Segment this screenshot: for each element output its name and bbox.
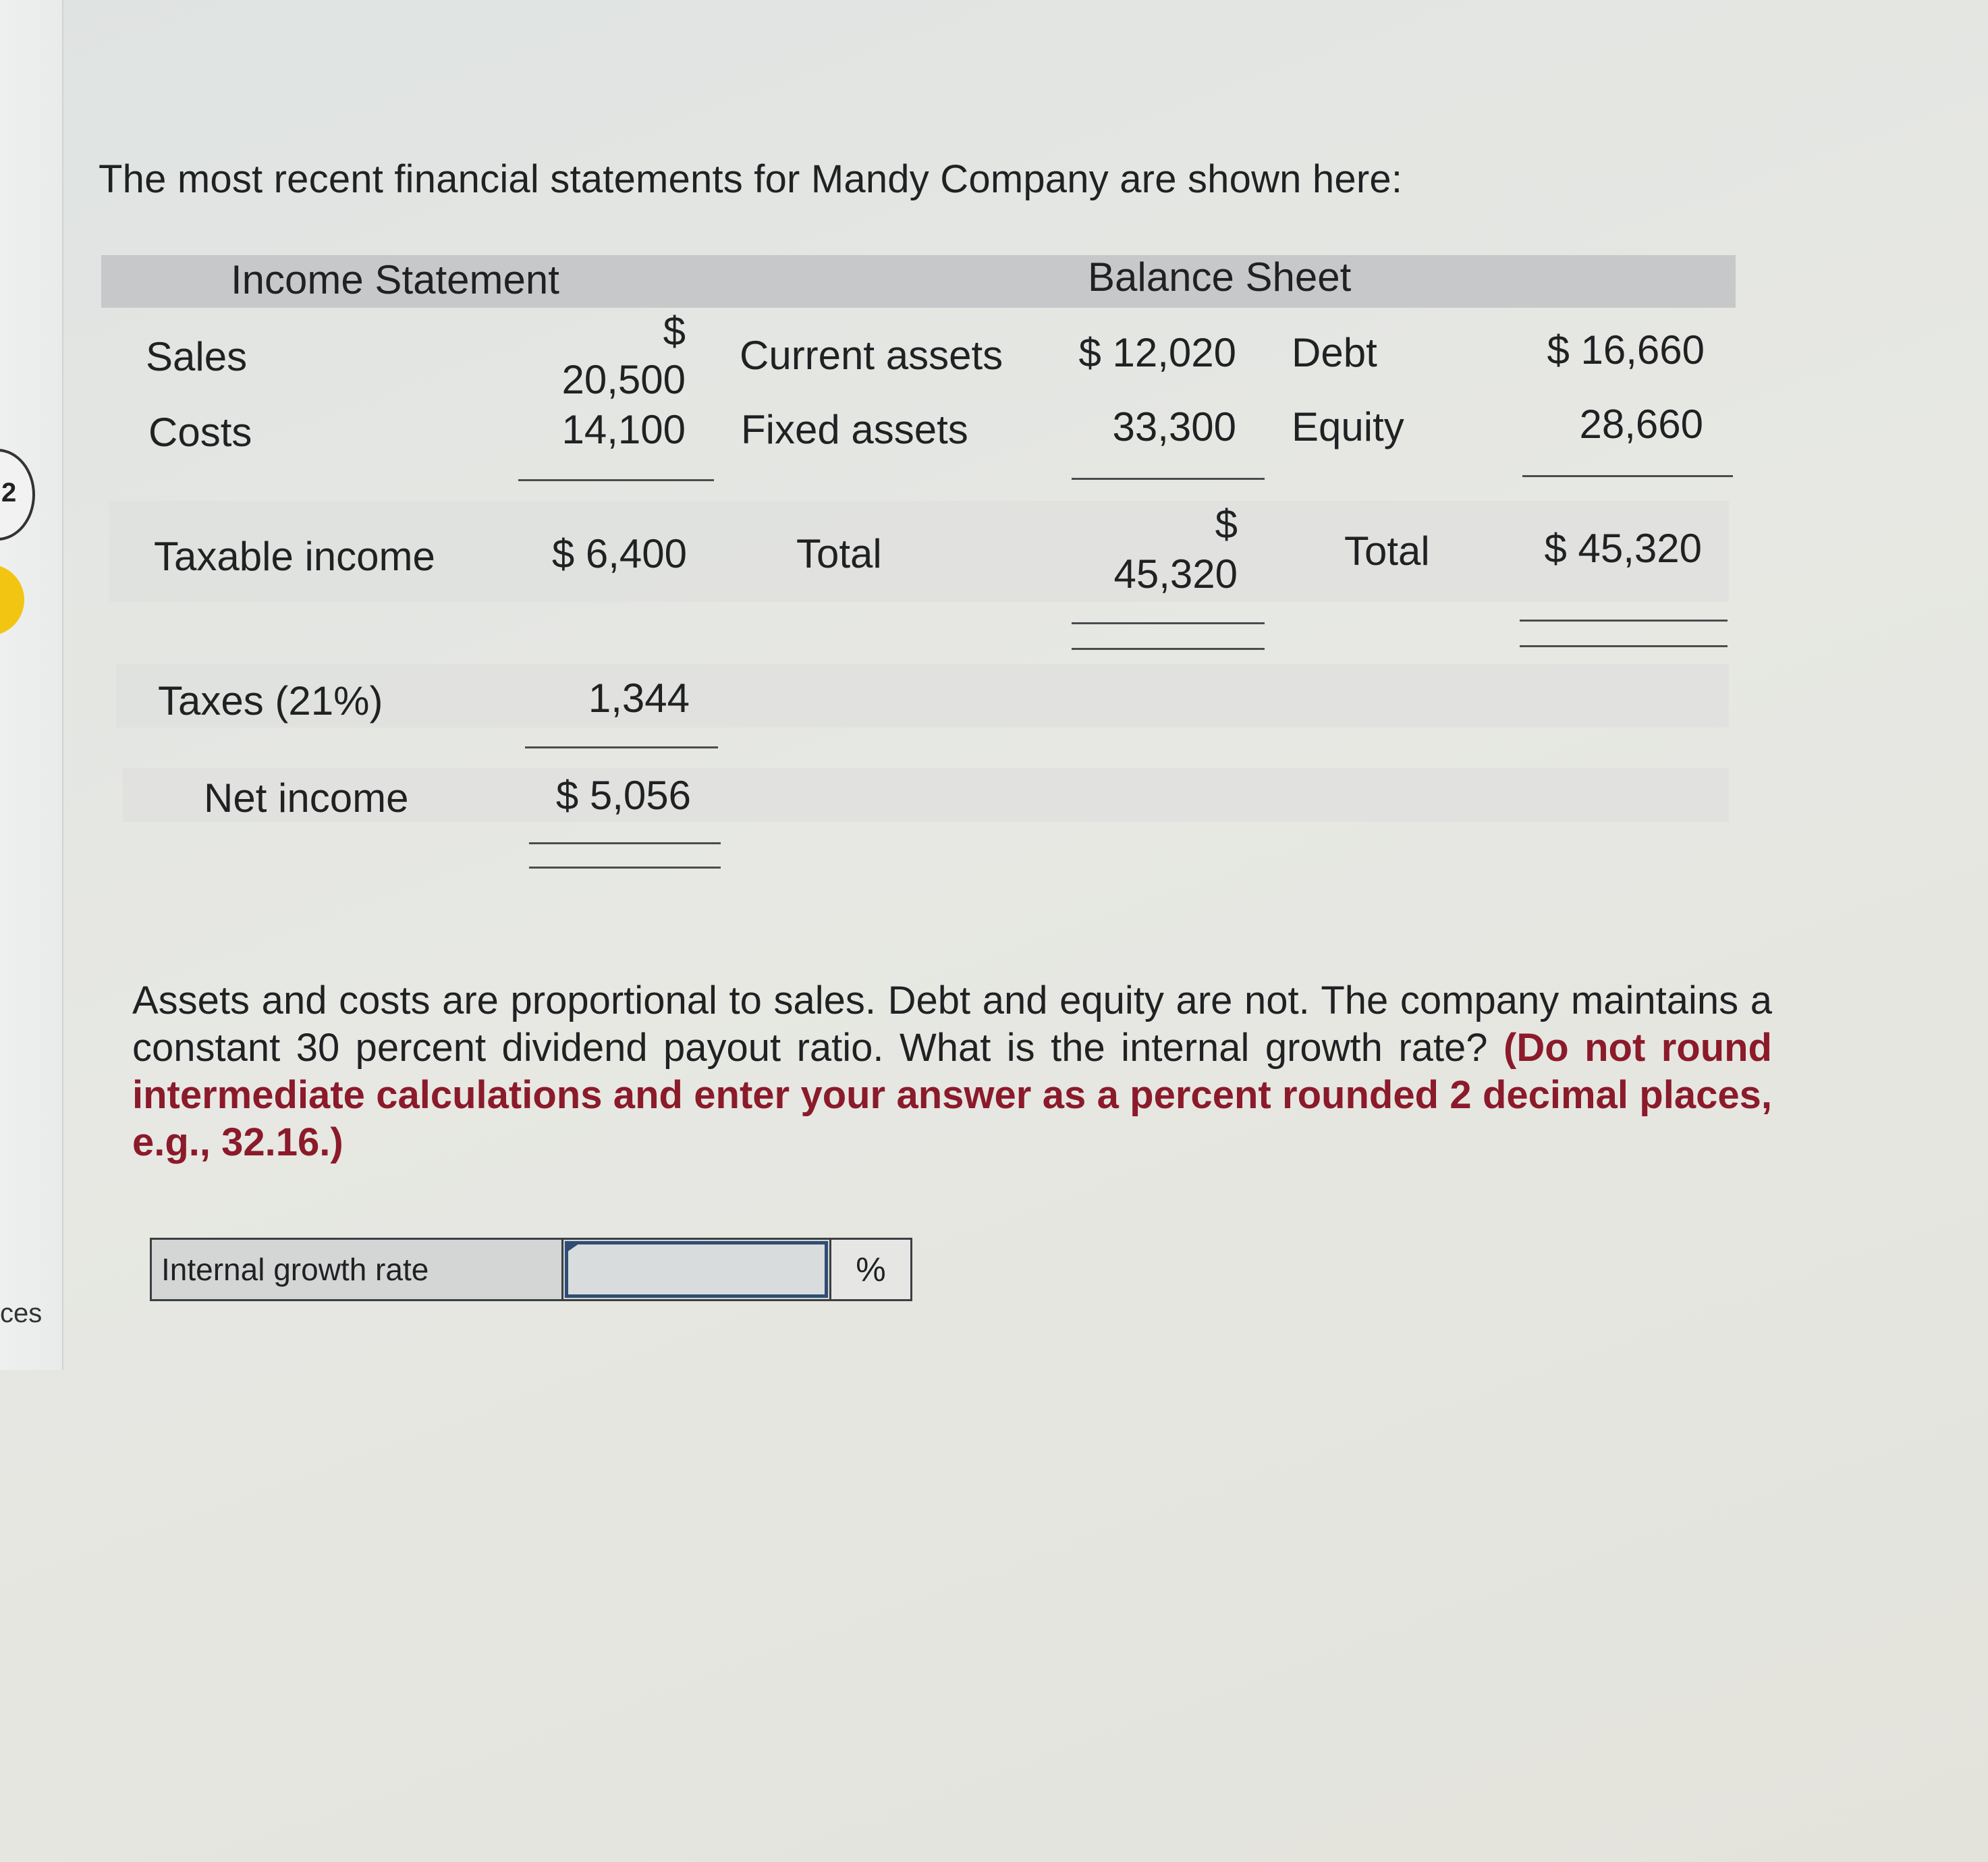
question-instruction: (Do not round intermediate calculations and enter your answer as a percent rounded 2 decimal places, e.g., 32.16.) [132, 1026, 1772, 1164]
taxable-income-label: Taxable income [154, 534, 435, 579]
net-income-value: $ 5,056 [555, 773, 691, 818]
debt-label: Debt [1292, 330, 1377, 375]
sales-dollar-sign: $ [663, 308, 686, 354]
equity-underline [1522, 475, 1733, 477]
fixed-assets-underline [1072, 478, 1265, 480]
net-income-label: Net income [204, 775, 409, 821]
debt-value: $ 16,660 [1547, 327, 1705, 373]
net-income-double-rule-top [529, 842, 721, 844]
assets-total-label: Total [796, 531, 882, 576]
assets-total-value: 45,320 [1113, 551, 1238, 597]
liabilities-total-value: $ 45,320 [1544, 526, 1702, 571]
liabilities-total-double-rule-bottom [1520, 645, 1728, 647]
net-income-double-rule-bottom [529, 867, 721, 869]
input-focus-marker-icon [568, 1242, 582, 1251]
taxes-value: 1,344 [588, 676, 690, 721]
question-nav-number: 2 [1, 478, 17, 508]
equity-value: 28,660 [1579, 402, 1703, 447]
question-text: Assets and costs are proportional to sales. Debt and equity are not. The company maintains a constant 30 percent dividend payout ratio. What is the internal growth rate? [132, 979, 1772, 1070]
equity-label: Equity [1292, 404, 1404, 449]
internal-growth-rate-input[interactable] [565, 1241, 828, 1298]
assets-total-dollar-sign: $ [1215, 501, 1238, 547]
sidebar-strip [0, 0, 63, 1370]
question-paragraph [132, 977, 1772, 1166]
costs-underline [518, 479, 714, 481]
intro-text: The most recent financial statements for Mandy Company are shown here: [99, 157, 1403, 201]
assets-total-double-rule-bottom [1072, 648, 1265, 650]
assets-total-double-rule-top [1072, 622, 1265, 624]
balance-sheet-title: Balance Sheet [1088, 254, 1352, 300]
current-assets-value: $ 12,020 [1078, 330, 1236, 375]
sidebar-label: ces [0, 1298, 43, 1328]
sales-label: Sales [146, 334, 248, 379]
percent-unit: % [829, 1240, 910, 1299]
costs-label: Costs [148, 410, 252, 455]
costs-value: 14,100 [561, 407, 686, 452]
taxes-underline [525, 746, 718, 748]
sales-value: 20,500 [561, 357, 686, 402]
fixed-assets-value: 33,300 [1112, 404, 1236, 449]
income-statement-title: Income Statement [231, 257, 559, 302]
taxable-income-value: $ 6,400 [551, 531, 687, 576]
taxes-label: Taxes (21%) [158, 678, 383, 723]
fixed-assets-label: Fixed assets [741, 407, 968, 452]
liabilities-total-double-rule-top [1520, 620, 1728, 622]
liabilities-total-label: Total [1344, 528, 1430, 574]
current-assets-label: Current assets [740, 333, 1003, 378]
answer-row [150, 1238, 912, 1301]
answer-label: Internal growth rate [152, 1240, 563, 1299]
